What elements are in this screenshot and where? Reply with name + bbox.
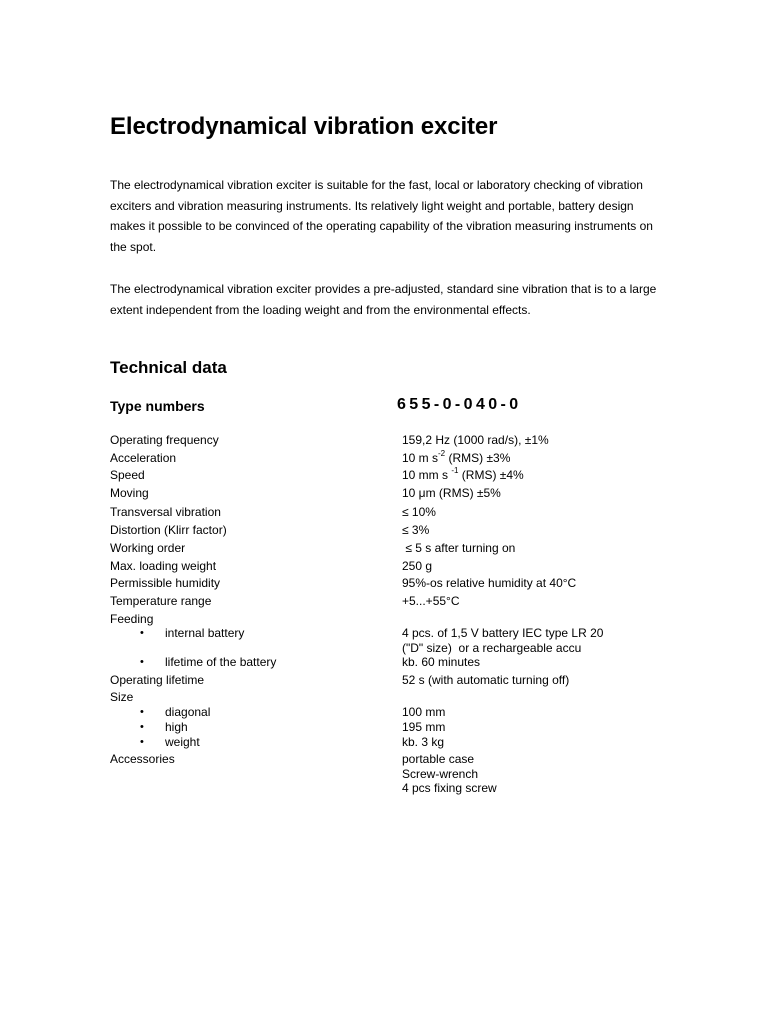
value-exponent: -2 [438, 449, 446, 458]
text-line: extent independent from the loading weight and from the environmental effects. [110, 302, 531, 317]
spec-label [140, 655, 277, 670]
value-text: (RMS) ±3% [445, 451, 511, 465]
document-title: Electrodynamical vibration exciter [110, 113, 498, 140]
text-line: the spot. [110, 240, 157, 255]
spec-value: 52 s (with automatic turning off) [402, 673, 570, 687]
spec-value: kb. 3 kg [402, 735, 445, 749]
value-line: Screw-wrench [402, 766, 479, 781]
bullet-text: weight [165, 735, 200, 749]
text-line: The electrodynamical vibration exciter provides a pre-adjusted, standard sine vibration that is to a large [110, 282, 657, 296]
bullet-icon: • [140, 721, 144, 733]
spec-label [140, 735, 200, 750]
spec-value: 195 mm [402, 720, 446, 734]
intro-paragraph [110, 175, 710, 258]
bullet-text: high [165, 720, 188, 734]
spec-value: 100 mm [402, 705, 446, 719]
bullet-text: internal battery [165, 626, 245, 640]
spec-label: Temperature range [110, 594, 212, 608]
spec-value: 10 μm (RMS) ±5% [402, 486, 501, 500]
value-line: portable case [402, 752, 475, 766]
spec-label: Operating lifetime [110, 673, 205, 687]
spec-value: ≤ 3% [402, 523, 430, 537]
spec-label: Transversal vibration [110, 505, 221, 519]
technical-data-heading: Technical data [110, 358, 227, 377]
description-paragraph [110, 279, 710, 320]
text-line: exciters and vibration measuring instruments. Its relatively light weight and portable, battery design [110, 198, 634, 213]
spec-value [402, 626, 603, 655]
spec-value: +5...+55°C [402, 594, 460, 608]
bullet-icon: • [140, 656, 144, 668]
type-numbers-label: Type numbers [110, 398, 205, 414]
spec-value: 159,2 Hz (1000 rad/s), ±1% [402, 433, 549, 447]
bullet-icon: • [140, 627, 144, 639]
value-text: (RMS) ±4% [458, 468, 524, 482]
text-line: The electrodynamical vibration exciter is suitable for the fast, local or laboratory checking of vibration [110, 178, 643, 192]
spec-value: ≤ 10% [402, 505, 436, 519]
spec-label: Size [110, 690, 134, 704]
spec-value: 95%-os relative humidity at 40°C [402, 576, 577, 590]
value-text: 10 m s [402, 451, 439, 465]
bullet-icon: • [140, 706, 144, 718]
spec-value: 250 g [402, 559, 433, 573]
spec-label [140, 720, 188, 735]
value-line: ("D" size) or a rechargeable accu [402, 640, 582, 655]
spec-label: Moving [110, 486, 149, 500]
spec-label: Feeding [110, 612, 154, 626]
bullet-icon: • [140, 736, 144, 748]
type-numbers-value: 655-0-040-0 [397, 396, 522, 413]
spec-label: Accessories [110, 752, 175, 766]
spec-label: Max. loading weight [110, 559, 217, 573]
spec-label: Working order [110, 541, 186, 555]
text-line: makes it possible to be convinced of the operating capability of the vibration measuring instruments on [110, 219, 653, 234]
spec-label: Permissible humidity [110, 576, 221, 590]
spec-label [140, 705, 211, 720]
bullet-text: lifetime of the battery [165, 655, 277, 669]
spec-value [402, 752, 497, 796]
value-text: 10 mm s [402, 468, 452, 482]
spec-label: Operating frequency [110, 433, 219, 447]
spec-label: Distortion (Klirr factor) [110, 523, 227, 537]
value-exponent: -1 [451, 466, 459, 475]
spec-value [402, 451, 510, 466]
spec-label: Acceleration [110, 451, 177, 465]
value-line: 4 pcs fixing screw [402, 781, 497, 795]
value-line: 4 pcs. of 1,5 V battery IEC type LR 20 [402, 626, 604, 640]
spec-value [402, 468, 524, 483]
bullet-text: diagonal [165, 705, 211, 719]
spec-label: Speed [110, 468, 145, 482]
spec-value: ≤ 5 s after turning on [402, 541, 516, 555]
spec-value: kb. 60 minutes [402, 655, 481, 669]
spec-label [140, 626, 245, 641]
